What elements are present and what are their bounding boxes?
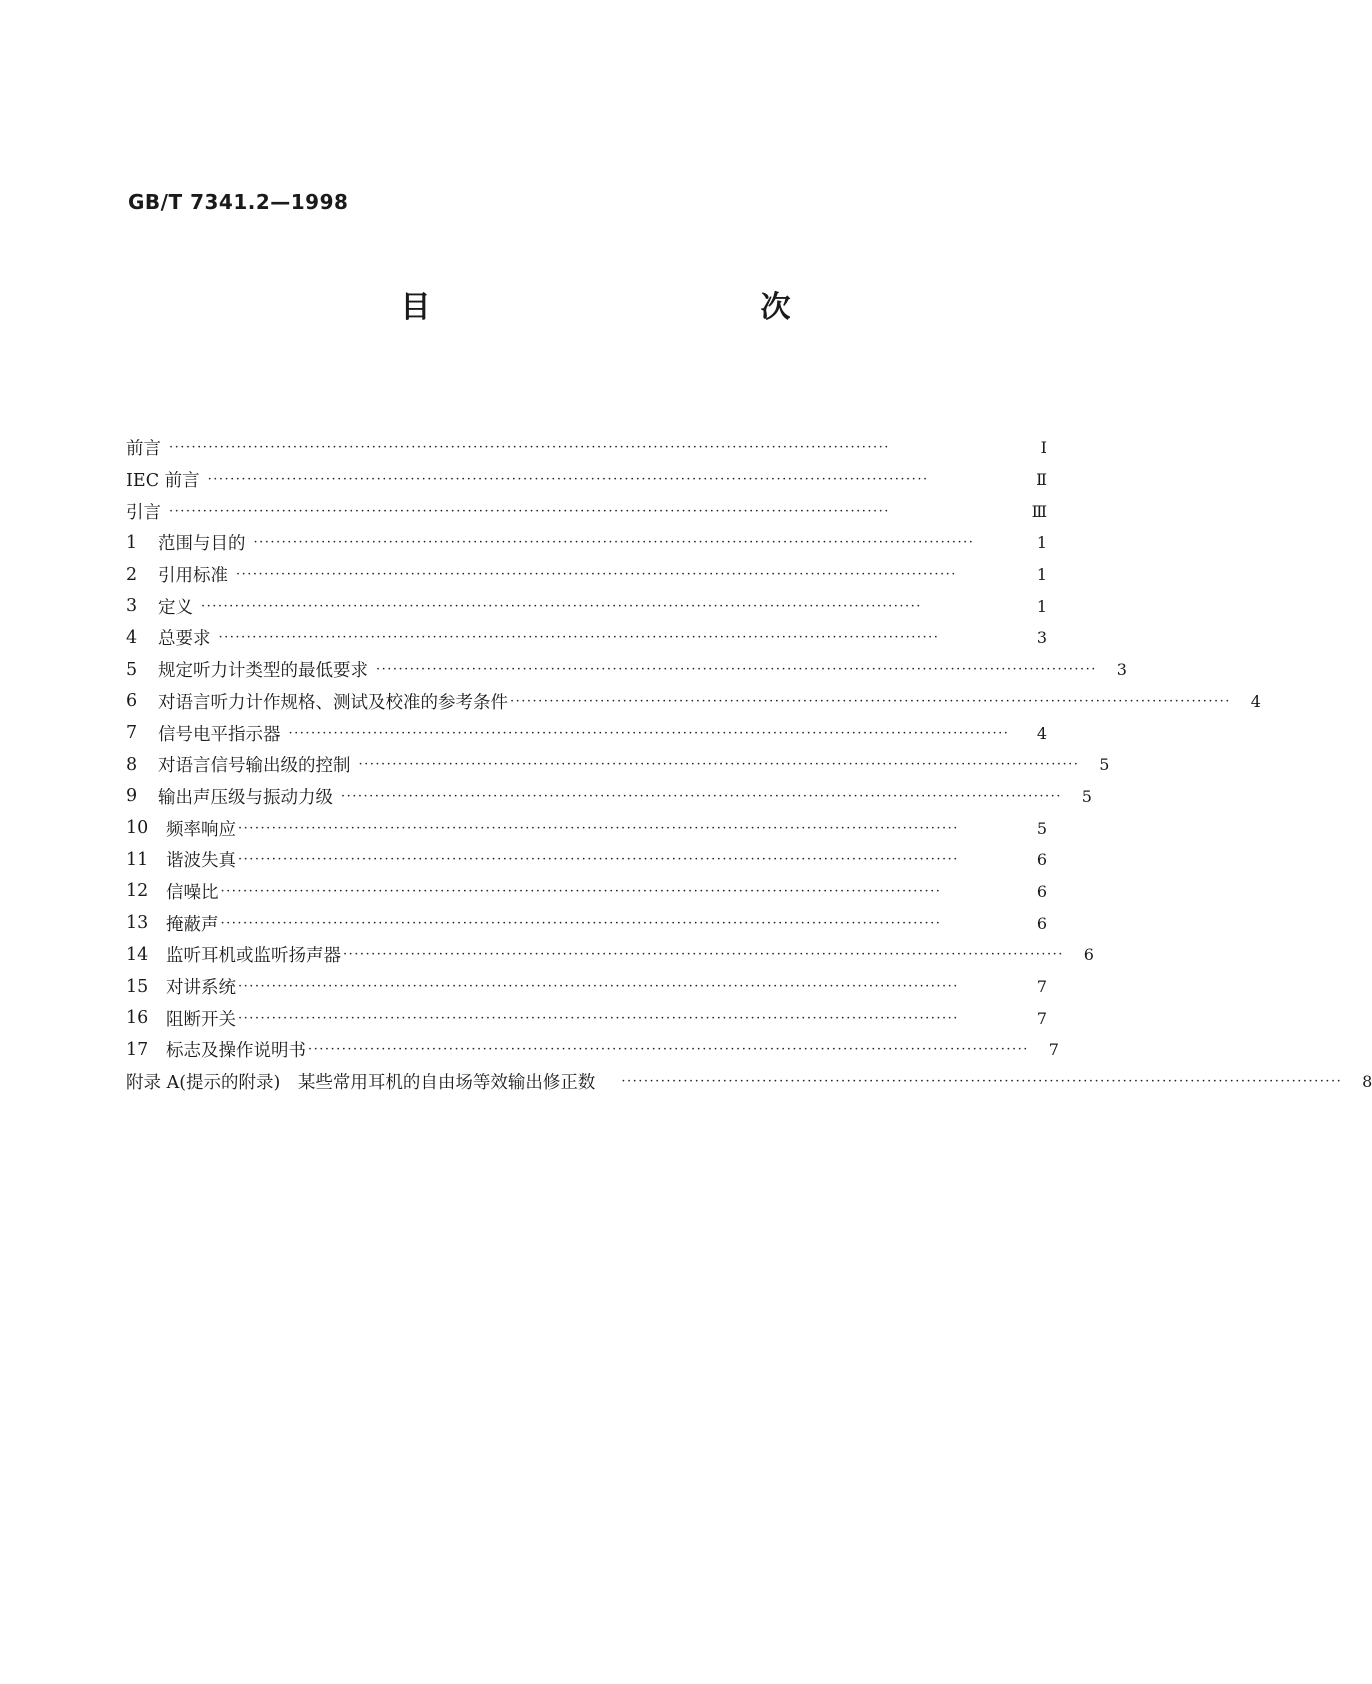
toc-entry-page: 8: [1362, 1072, 1372, 1092]
toc-entry-label: 附录 A(提示的附录) 某些常用耳机的自由场等效输出修正数: [126, 1073, 596, 1094]
toc-entry-11[interactable]: [126, 844, 1047, 876]
leader-dots: ································································································································: [510, 693, 1231, 709]
toc-entry-page: 1: [1036, 533, 1047, 553]
toc-entry-6[interactable]: [126, 686, 1261, 718]
toc-entry-page: 5: [1036, 818, 1047, 838]
leader-dots: ································································································································: [220, 915, 942, 931]
toc-entry-number: 4: [126, 627, 138, 648]
toc-entry-label: 标志及操作说明书: [166, 1041, 306, 1062]
toc-entry-9[interactable]: [126, 781, 1092, 813]
toc-entry-foreword[interactable]: [126, 432, 1047, 464]
toc-entry-12[interactable]: [126, 876, 1047, 908]
toc-entry-number: 8: [126, 754, 138, 775]
toc-entry-page: 6: [1036, 881, 1047, 901]
toc-entry-13[interactable]: [126, 907, 1047, 939]
toc-entry-number: 7: [126, 723, 138, 744]
toc-entry-3[interactable]: [126, 590, 1047, 622]
toc-entry-page: 5: [1099, 755, 1110, 775]
toc-entry-label: 定义: [158, 597, 193, 618]
toc-entry-label: 掩蔽声: [166, 914, 219, 935]
leader-dots: ································································································································: [201, 598, 922, 614]
toc-entry-2[interactable]: [126, 559, 1047, 591]
toc-entry-label: 对讲系统: [166, 978, 236, 999]
toc-entry-introduction[interactable]: [126, 495, 1047, 527]
leader-dots: ································································································································: [621, 1074, 1343, 1090]
toc-entry-page: Ⅰ: [1040, 438, 1047, 458]
toc-entry-page: 7: [1036, 1008, 1047, 1028]
leader-dots: ································································································································: [236, 567, 957, 583]
toc-entry-page: 3: [1036, 628, 1047, 648]
toc-entry-5[interactable]: [126, 654, 1127, 686]
toc-entry-17[interactable]: [126, 1034, 1059, 1066]
leader-dots: ································································································································: [238, 820, 959, 836]
leader-dots: ································································································································: [169, 440, 890, 456]
toc-entry-label: 对语言信号输出级的控制: [158, 756, 351, 777]
toc-entry-number: 11: [126, 849, 149, 870]
toc-entry-page: 7: [1036, 977, 1047, 997]
leader-dots: ································································································································: [169, 503, 890, 519]
leader-dots: ································································································································: [238, 1010, 959, 1026]
toc-entry-15[interactable]: [126, 971, 1047, 1003]
toc-entry-page: 6: [1036, 913, 1047, 933]
page-title: 目 次: [400, 290, 881, 325]
toc-entry-number: 2: [126, 564, 138, 585]
leader-dots: ································································································································: [207, 472, 929, 488]
toc-entry-page: 1: [1036, 596, 1047, 616]
toc-entry-label: 范围与目的: [158, 534, 246, 555]
toc-entry-number: 9: [126, 786, 138, 807]
toc-entry-label: 信号电平指示器: [158, 724, 281, 745]
leader-dots: ································································································································: [220, 883, 942, 899]
toc-entry-4[interactable]: [126, 622, 1047, 654]
toc-entry-number: 16: [126, 1008, 149, 1029]
toc-entry-page: 4: [1036, 723, 1047, 743]
toc-entry-label: 规定听力计类型的最低要求: [158, 661, 368, 682]
toc-entry-number: 3: [126, 596, 138, 617]
toc-entry-label: 阻断开关: [166, 1009, 236, 1030]
toc-entry-page: 5: [1081, 786, 1092, 806]
toc-entry-page: 6: [1083, 945, 1094, 965]
toc-entry-label: 对语言听力计作规格、测试及校准的参考条件: [158, 692, 508, 713]
toc-entry-page: 3: [1116, 660, 1127, 680]
toc-entry-number: 5: [126, 659, 138, 680]
toc-entry-iec-foreword[interactable]: [126, 464, 1047, 496]
toc-entry-label: 频率响应: [166, 819, 236, 840]
toc-entry-label: 总要求: [158, 629, 211, 650]
toc-entry-number: 13: [126, 913, 149, 934]
leader-dots: ································································································································: [308, 1042, 1029, 1058]
toc-entry-number: 10: [126, 818, 149, 839]
table-of-contents: [126, 432, 1372, 1097]
toc-entry-number: 12: [126, 881, 149, 902]
toc-entry-page: 4: [1250, 691, 1261, 711]
toc-entry-number: 15: [126, 976, 149, 997]
toc-entry-page: 1: [1036, 565, 1047, 585]
leader-dots: ································································································································: [376, 662, 1097, 678]
standard-code: GB/T 7341.2—1998: [128, 190, 349, 214]
toc-entry-7[interactable]: [126, 717, 1047, 749]
leader-dots: ································································································································: [358, 757, 1080, 773]
toc-entry-10[interactable]: [126, 812, 1047, 844]
toc-entry-14[interactable]: [126, 939, 1094, 971]
toc-entry-number: 14: [126, 944, 149, 965]
toc-entry-page: Ⅲ: [1031, 501, 1047, 521]
toc-entry-8[interactable]: [126, 749, 1110, 781]
leader-dots: ································································································································: [238, 852, 959, 868]
toc-entry-number: 6: [126, 691, 138, 712]
toc-entry-appendix-a[interactable]: [126, 1066, 1372, 1098]
leader-dots: ································································································································: [341, 788, 1062, 804]
toc-entry-1[interactable]: [126, 527, 1047, 559]
toc-entry-16[interactable]: [126, 1002, 1047, 1034]
leader-dots: ································································································································: [343, 947, 1064, 963]
leader-dots: ································································································································: [253, 535, 975, 551]
toc-entry-page: 6: [1036, 850, 1047, 870]
leader-dots: ································································································································: [288, 725, 1010, 741]
toc-entry-number: 1: [126, 532, 138, 553]
toc-entry-label: 引言: [126, 502, 161, 523]
toc-entry-label: 引用标准: [158, 566, 228, 587]
toc-entry-label: 监听耳机或监听扬声器: [166, 946, 341, 967]
leader-dots: ································································································································: [238, 979, 959, 995]
toc-entry-label: IEC 前言: [126, 471, 200, 492]
toc-entry-label: 前言: [126, 439, 161, 460]
toc-entry-label: 输出声压级与振动力级: [158, 787, 333, 808]
toc-entry-page: 7: [1048, 1040, 1059, 1060]
toc-entry-page: Ⅱ: [1036, 470, 1047, 490]
toc-entry-number: 17: [126, 1039, 149, 1060]
toc-entry-label: 谐波失真: [166, 851, 236, 872]
leader-dots: ································································································································: [218, 630, 940, 646]
toc-entry-label: 信噪比: [166, 882, 219, 903]
